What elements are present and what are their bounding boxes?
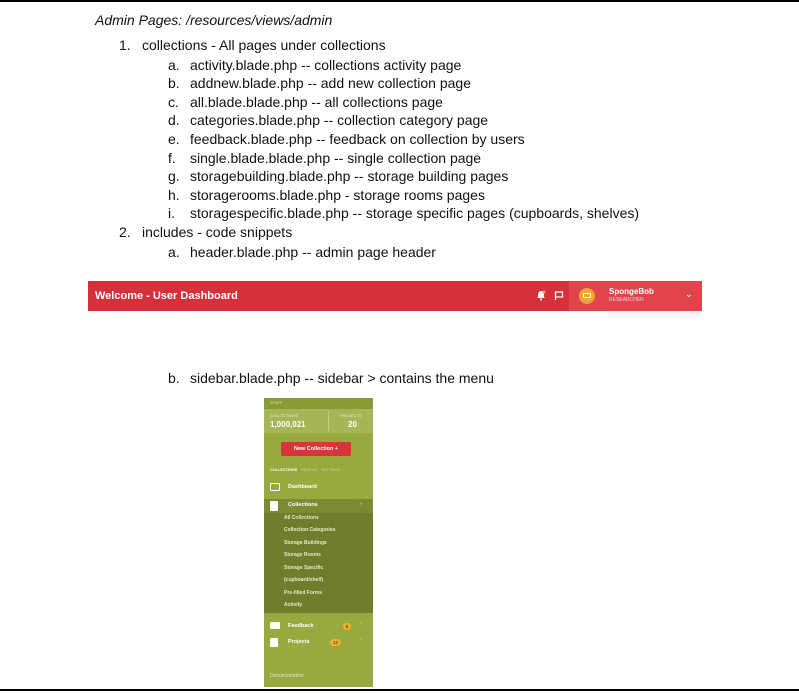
avatar [579, 288, 595, 304]
list-marker: b. [168, 370, 180, 386]
sidebar-item-label: Projects [288, 639, 310, 645]
projects-badge: 12 [330, 639, 341, 646]
user-name: SpongeBob [609, 287, 654, 296]
bottom-border [0, 689, 799, 691]
list-text: storagerooms.blade.php - storage rooms pages [190, 187, 485, 203]
list-item [168, 244, 436, 260]
list-marker: h. [168, 187, 180, 203]
list-marker: a. [168, 57, 180, 73]
list-item [168, 131, 525, 147]
top-border [0, 0, 799, 2]
submenu-item[interactable]: Storage Rooms [284, 552, 321, 558]
list-text: single.blade.blade.php -- single collection page [190, 150, 482, 166]
sidebar-item-collections[interactable] [264, 499, 373, 513]
document-icon [270, 501, 278, 511]
stat-label: PROJECTS [340, 413, 362, 418]
stat-label: COLLECTIONS [270, 413, 299, 418]
list-text: sidebar.blade.php -- sidebar > contains the menu [190, 370, 494, 386]
list-text: header.blade.php -- admin page header [190, 244, 436, 260]
list-text: categories.blade.php -- collection category page [190, 112, 489, 128]
list-text: all.blade.blade.php -- all collections page [190, 94, 443, 110]
list-text: activity.blade.php -- collections activity page [190, 57, 462, 73]
feedback-badge: 8 [343, 623, 351, 630]
expand-icon: + [359, 502, 363, 508]
tab-profile[interactable]: PROFILE [301, 468, 318, 472]
header-title: Welcome - User Dashboard [95, 290, 238, 302]
documentation-link[interactable]: Documentation [270, 673, 304, 679]
submenu-item[interactable]: Activity [284, 602, 303, 608]
stat-divider [328, 411, 329, 431]
header-preview [88, 281, 702, 318]
laptop-icon [583, 293, 591, 298]
tab-collections[interactable]: COLLECTIONS [270, 468, 298, 472]
sidebar-item-dashboard[interactable] [264, 480, 373, 495]
folder-icon [270, 638, 278, 647]
header-strip-white [88, 311, 608, 318]
list-item [168, 57, 461, 73]
sidebar-item-projects[interactable] [264, 635, 373, 650]
list-marker: i. [168, 205, 175, 221]
sidebar-preview [264, 398, 373, 687]
sidebar-item-label: Feedback [288, 623, 314, 629]
chevron-down-icon[interactable]: ⌄ [685, 289, 693, 299]
list-item [168, 94, 443, 110]
stat-value: 20 [348, 420, 357, 429]
list-marker: 2. [119, 224, 131, 240]
list-item [168, 75, 471, 91]
list-marker: e. [168, 131, 180, 147]
header-bar [88, 281, 702, 311]
chat-icon [270, 622, 280, 629]
user-menu[interactable] [569, 281, 702, 311]
list-item [168, 205, 639, 221]
list-text: collections - All pages under collections [142, 37, 386, 53]
sidebar-top [264, 398, 373, 409]
list-marker: a. [168, 244, 180, 260]
list-marker: b. [168, 75, 180, 91]
list-marker: d. [168, 112, 180, 128]
list-marker: f. [168, 150, 176, 166]
list-marker: g. [168, 168, 180, 184]
user-role: RESEARCHER [609, 297, 644, 303]
submenu-item[interactable]: Collection Categories [284, 527, 336, 533]
sidebar-tabs [270, 468, 344, 472]
list-marker: 1. [119, 37, 131, 53]
submenu-item[interactable]: Storage Specific [284, 565, 324, 571]
stat-value: 1,000,021 [270, 420, 306, 429]
tab-settings[interactable]: SETTINGS [321, 468, 341, 472]
list-item [168, 150, 481, 166]
list-text: storagespecific.blade.php -- storage specific pages (cupboards, shelves) [190, 205, 640, 221]
submenu-item[interactable]: (cupboard/shelf) [284, 577, 324, 583]
sidebar-item-label: Dashboard [288, 484, 317, 490]
flag-icon [554, 290, 564, 304]
dashboard-icon [270, 483, 280, 491]
list-text: feedback.blade.php -- feedback on collection by users [190, 131, 525, 147]
sidebar-item-label: Collections [288, 502, 318, 508]
expand-icon: + [359, 622, 363, 628]
list-item [168, 112, 488, 128]
list-marker: c. [168, 94, 179, 110]
doc-title: Admin Pages: /resources/views/admin [95, 12, 333, 28]
list-item [119, 37, 386, 53]
list-item [168, 370, 494, 386]
submenu-item[interactable]: Pre-filled Forms [284, 590, 323, 596]
bell-icon [536, 290, 546, 304]
list-item [168, 168, 508, 184]
submenu-item[interactable]: Storage Buildings [284, 540, 327, 546]
expand-icon: + [359, 638, 363, 644]
list-text: addnew.blade.php -- add new collection page [190, 75, 471, 91]
list-item [168, 187, 485, 203]
sidebar-top-label: STAFF [270, 400, 283, 405]
sidebar-item-feedback[interactable] [264, 619, 373, 634]
new-collection-button[interactable]: New Collection + [281, 442, 351, 456]
submenu-item[interactable]: All Collections [284, 515, 319, 521]
list-item [119, 224, 292, 240]
list-text: storagebuilding.blade.php -- storage building pages [190, 168, 509, 184]
list-text: includes - code snippets [142, 224, 293, 240]
